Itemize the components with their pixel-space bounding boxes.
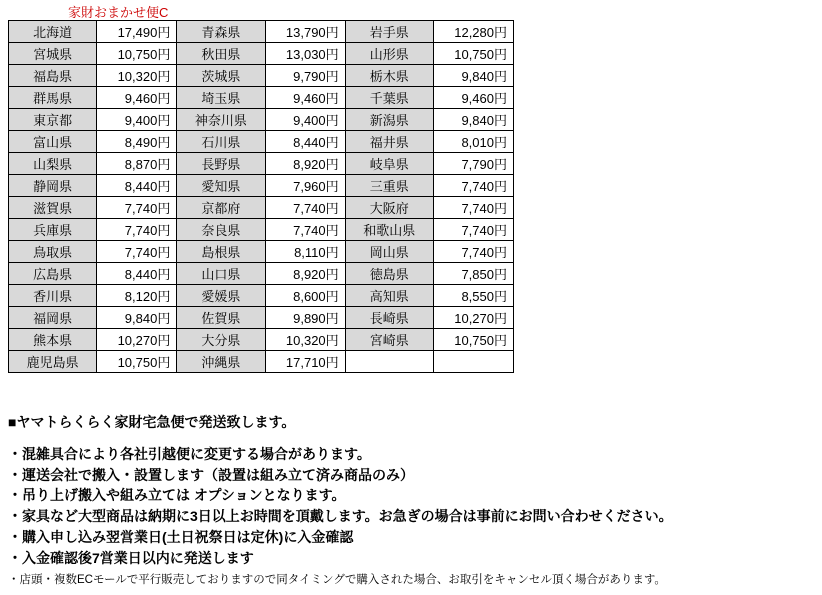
price-cell: 9,400円 — [265, 109, 345, 131]
prefecture-cell: 栃木県 — [345, 65, 433, 87]
prefecture-cell: 富山県 — [9, 131, 97, 153]
prefecture-cell: 和歌山県 — [345, 219, 433, 241]
price-cell: 9,840円 — [97, 307, 177, 329]
prefecture-cell: 群馬県 — [9, 87, 97, 109]
price-cell: 8,490円 — [97, 131, 177, 153]
price-cell: 10,750円 — [97, 43, 177, 65]
table-row — [9, 197, 514, 219]
price-cell: 8,440円 — [97, 263, 177, 285]
table-row — [9, 285, 514, 307]
prefecture-cell: 千葉県 — [345, 87, 433, 109]
notes-heading: ■ヤマトらくらく家財宅急便で発送致します。 — [8, 414, 296, 430]
note-disclaimer: ・店頭・複数ECモールで平行販売しておりますので同タイミングで購入された場合、お取引をキャンセル頂く場合があります。 — [8, 574, 666, 587]
prefecture-cell: 鹿児島県 — [9, 351, 97, 373]
empty-cell — [345, 351, 433, 373]
prefecture-cell: 熊本県 — [9, 329, 97, 351]
price-cell: 12,280円 — [433, 21, 513, 43]
prefecture-cell: 徳島県 — [345, 263, 433, 285]
table-row — [9, 131, 514, 153]
prefecture-cell: 秋田県 — [177, 43, 265, 65]
note-item: ・購入申し込み翌営業日(土日祝祭日は定休)に入金確認 — [8, 528, 354, 545]
page-title: 家財おまかせ便C — [68, 5, 169, 20]
price-cell: 7,740円 — [433, 241, 513, 263]
prefecture-cell: 宮崎県 — [345, 329, 433, 351]
price-cell: 13,790円 — [265, 21, 345, 43]
price-cell: 8,440円 — [265, 131, 345, 153]
prefecture-cell: 長野県 — [177, 153, 265, 175]
price-cell: 9,460円 — [97, 87, 177, 109]
price-cell: 7,740円 — [97, 219, 177, 241]
price-cell: 10,750円 — [433, 43, 513, 65]
price-cell: 9,840円 — [433, 109, 513, 131]
note-item: ・混雑具合により各社引越便に変更する場合があります。 — [8, 446, 371, 462]
price-cell: 8,870円 — [97, 153, 177, 175]
note-item: ・吊り上げ搬入や組み立ては オプションとなります。 — [8, 487, 346, 504]
price-cell: 7,740円 — [97, 197, 177, 219]
prefecture-cell: 大分県 — [177, 329, 265, 351]
prefecture-cell: 広島県 — [9, 263, 97, 285]
prefecture-cell: 山口県 — [177, 263, 265, 285]
prefecture-cell: 岩手県 — [345, 21, 433, 43]
table-row — [9, 263, 514, 285]
prefecture-cell: 神奈川県 — [177, 109, 265, 131]
price-cell: 17,490円 — [97, 21, 177, 43]
price-cell: 10,750円 — [97, 351, 177, 373]
price-cell: 8,600円 — [265, 285, 345, 307]
price-cell: 9,460円 — [433, 87, 513, 109]
prefecture-cell: 佐賀県 — [177, 307, 265, 329]
note-item: ・運送会社で搬入・設置します（設置は組み立て済み商品のみ） — [8, 466, 414, 483]
prefecture-cell: 京都府 — [177, 197, 265, 219]
price-cell: 8,920円 — [265, 263, 345, 285]
prefecture-cell: 鳥取県 — [9, 241, 97, 263]
price-cell: 8,010円 — [433, 131, 513, 153]
table-row — [9, 219, 514, 241]
price-cell: 7,740円 — [265, 197, 345, 219]
prefecture-cell: 北海道 — [9, 21, 97, 43]
table-row — [9, 21, 514, 43]
prefecture-cell: 愛知県 — [177, 175, 265, 197]
price-cell: 7,740円 — [97, 241, 177, 263]
table-row — [9, 351, 514, 373]
empty-cell — [433, 351, 513, 373]
price-cell: 10,750円 — [433, 329, 513, 351]
price-cell: 10,320円 — [265, 329, 345, 351]
prefecture-cell: 兵庫県 — [9, 219, 97, 241]
prefecture-cell: 奈良県 — [177, 219, 265, 241]
price-cell: 10,270円 — [97, 329, 177, 351]
prefecture-cell: 大阪府 — [345, 197, 433, 219]
table-row — [9, 307, 514, 329]
price-cell: 7,740円 — [265, 219, 345, 241]
price-cell: 8,920円 — [265, 153, 345, 175]
table-row — [9, 65, 514, 87]
price-cell: 9,400円 — [97, 109, 177, 131]
prefecture-cell: 福島県 — [9, 65, 97, 87]
note-item: ・入金確認後7営業日以内に発送します — [8, 549, 254, 566]
table-row — [9, 153, 514, 175]
prefecture-cell: 新潟県 — [345, 109, 433, 131]
shipping-rate-table — [8, 20, 514, 373]
price-cell: 9,460円 — [265, 87, 345, 109]
prefecture-cell: 宮城県 — [9, 43, 97, 65]
price-cell: 13,030円 — [265, 43, 345, 65]
table-row — [9, 329, 514, 351]
prefecture-cell: 岡山県 — [345, 241, 433, 263]
prefecture-cell: 三重県 — [345, 175, 433, 197]
prefecture-cell: 島根県 — [177, 241, 265, 263]
price-cell: 8,120円 — [97, 285, 177, 307]
note-item: ・家具など大型商品は納期に3日以上お時間を頂戴します。お急ぎの場合は事前にお問い合わせください。 — [8, 508, 673, 525]
prefecture-cell: 岐阜県 — [345, 153, 433, 175]
price-cell: 8,110円 — [265, 241, 345, 263]
price-cell: 10,270円 — [433, 307, 513, 329]
table-row — [9, 43, 514, 65]
prefecture-cell: 山梨県 — [9, 153, 97, 175]
price-cell: 7,740円 — [433, 197, 513, 219]
prefecture-cell: 石川県 — [177, 131, 265, 153]
price-cell: 10,320円 — [97, 65, 177, 87]
price-cell: 9,890円 — [265, 307, 345, 329]
prefecture-cell: 愛媛県 — [177, 285, 265, 307]
prefecture-cell: 沖縄県 — [177, 351, 265, 373]
price-cell: 7,740円 — [433, 219, 513, 241]
price-cell: 7,740円 — [433, 175, 513, 197]
price-cell: 7,850円 — [433, 263, 513, 285]
table-row — [9, 175, 514, 197]
table-row — [9, 241, 514, 263]
prefecture-cell: 東京都 — [9, 109, 97, 131]
rate-table-body — [9, 21, 514, 373]
prefecture-cell: 静岡県 — [9, 175, 97, 197]
prefecture-cell: 香川県 — [9, 285, 97, 307]
table-row — [9, 87, 514, 109]
prefecture-cell: 滋賀県 — [9, 197, 97, 219]
price-cell: 7,960円 — [265, 175, 345, 197]
price-cell: 8,440円 — [97, 175, 177, 197]
price-cell: 9,840円 — [433, 65, 513, 87]
prefecture-cell: 長崎県 — [345, 307, 433, 329]
prefecture-cell: 青森県 — [177, 21, 265, 43]
prefecture-cell: 埼玉県 — [177, 87, 265, 109]
price-cell: 7,790円 — [433, 153, 513, 175]
prefecture-cell: 高知県 — [345, 285, 433, 307]
notes-section — [8, 412, 808, 590]
price-cell: 9,790円 — [265, 65, 345, 87]
prefecture-cell: 山形県 — [345, 43, 433, 65]
prefecture-cell: 茨城県 — [177, 65, 265, 87]
table-row — [9, 109, 514, 131]
prefecture-cell: 福岡県 — [9, 307, 97, 329]
price-cell: 17,710円 — [265, 351, 345, 373]
prefecture-cell: 福井県 — [345, 131, 433, 153]
price-cell: 8,550円 — [433, 285, 513, 307]
